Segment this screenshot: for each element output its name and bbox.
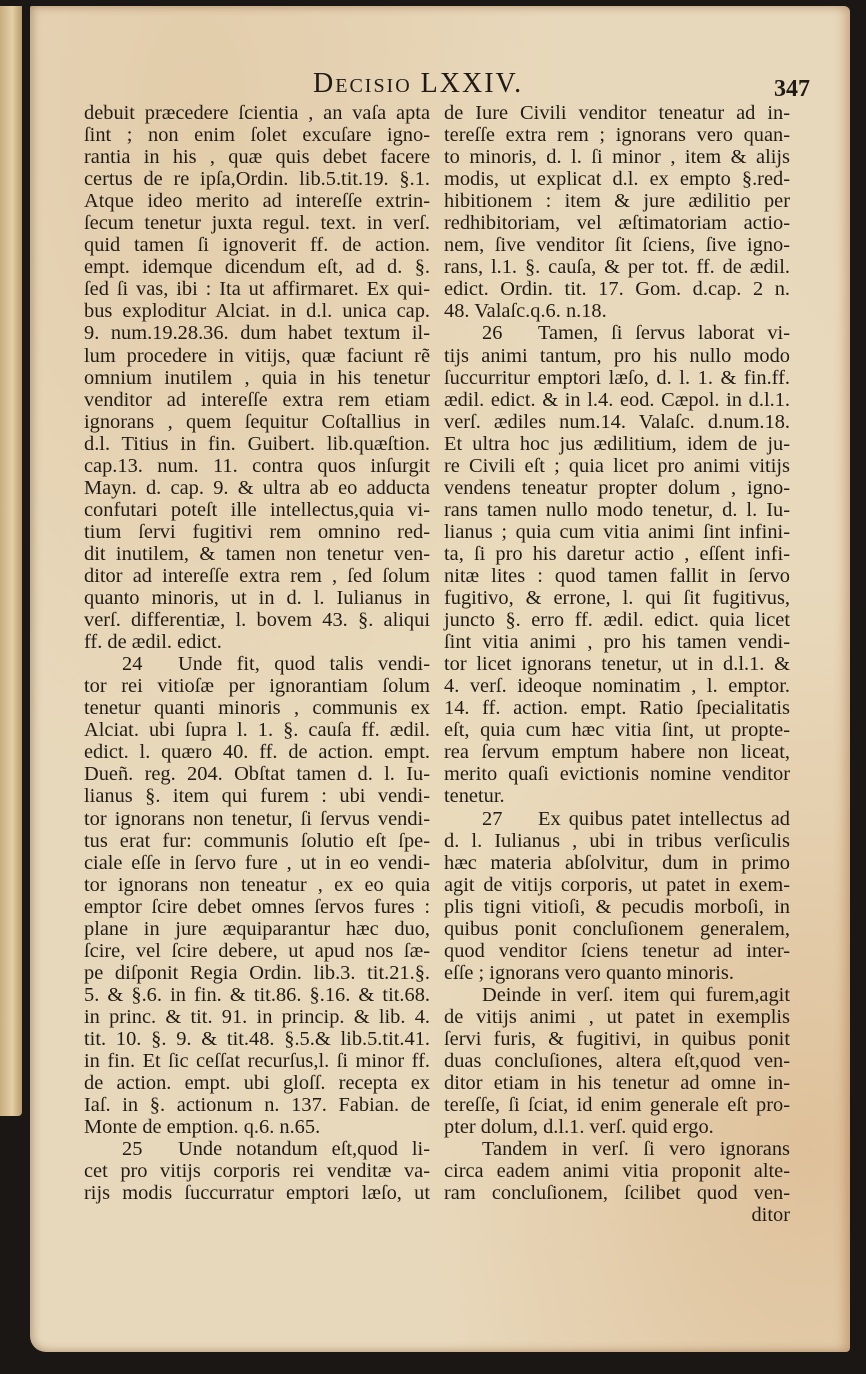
text-line [444, 234, 790, 256]
text-line [444, 146, 790, 168]
line-text: rans tamen nullo modo tenetur, d. l. Iu- [444, 498, 790, 521]
line-text: hæc materia abſolvitur, dum in primo [444, 851, 790, 874]
text-line [444, 719, 790, 741]
line-text: 14. ff. action. empt. Ratio ſpecialitatis [444, 697, 790, 720]
text-line [444, 1006, 790, 1028]
text-line [84, 852, 430, 874]
line-text: vendens teneatur propter dolum , igno- [444, 476, 790, 499]
line-text: tus erat fur: communis ſolutio eſt ſpe- [84, 829, 430, 852]
text-line [444, 984, 790, 1006]
line-text: cet pro vitijs corporis rei venditæ va- [84, 1160, 430, 1183]
line-text: ſint vitia animi , pro his tamen vendi- [444, 631, 790, 654]
text-line [444, 168, 790, 190]
text-line [84, 499, 430, 521]
text-line [444, 741, 790, 763]
line-text: lum procedere in vitijs, quæ faciunt rẽ [84, 344, 430, 367]
text-line [444, 763, 790, 785]
line-text: quod venditor ſciens tenetur ad inter- [444, 939, 790, 962]
line-text: venditor ad intereſſe extra rem etiam [84, 388, 430, 411]
line-text: empt. idemque dicendum eſt, ad d. §. [84, 256, 430, 279]
text-line [84, 874, 430, 896]
line-text: edict. l. quæro 40. ff. de action. empt. [84, 741, 430, 764]
text-line [444, 367, 790, 389]
text-line [84, 234, 430, 256]
line-text: Unde notandum eſt,quod li- [178, 1138, 430, 1161]
text-line [84, 675, 430, 697]
line-text: in fin. Et ſic ceſſat recurſus,l. ſi minor ff. [84, 1050, 430, 1073]
line-text: d. l. Iulianus , ubi in tribus verſiculis [444, 829, 790, 852]
text-line [444, 1160, 790, 1182]
line-text: eſt, quia cum hæc vitia ſint, ut propte- [444, 719, 790, 742]
line-text: pe diſponit Regia Ordin. lib.3. tit.21.§. [84, 961, 430, 984]
line-text: 4. verſ. ideoque nominatim , l. emptor. [444, 675, 790, 698]
line-text: debuit præcedere ſcientia , an vaſa apta [84, 102, 430, 124]
text-line [444, 874, 790, 896]
right-column [444, 102, 790, 1226]
line-text: tenetur quanti minoris , communis ex [84, 697, 430, 720]
text-line [84, 1028, 430, 1050]
line-text: tor ignorans non tenetur, ſi ſervus vendi- [84, 807, 430, 830]
line-text: tereſſe extra rem ; ignorans vero quan- [444, 124, 790, 147]
text-line [444, 565, 790, 587]
text-line [444, 300, 790, 322]
text-line [444, 808, 790, 830]
text-line [84, 322, 430, 344]
text-line [444, 256, 790, 278]
line-text: tium ſervi fugitivi rem omnino red- [84, 520, 430, 543]
line-text: cap.13. num. 11. contra quos inſurgit [84, 454, 430, 477]
line-text: ta, ſi pro his daretur actio , eſſent infi- [444, 542, 790, 565]
line-text: circa eadem animi vitia proponit alte- [444, 1160, 790, 1183]
text-line [444, 785, 790, 807]
line-text: ram concluſionem, ſcilibet quod ven- [444, 1182, 790, 1205]
text-line [84, 345, 430, 367]
line-text: to minoris, d. l. ſi minor , item & alijs [444, 146, 790, 169]
text-line [444, 499, 790, 521]
line-text: rans, l.1. §. cauſa, & per tot. ff. de ædil. [444, 256, 790, 279]
paragraph-number: 26 [482, 322, 503, 345]
book-page [30, 6, 850, 1352]
line-text: Atque ideo merito ad intereſſe extrin- [84, 190, 430, 213]
text-line [444, 411, 790, 433]
text-line [444, 697, 790, 719]
text-line [84, 1006, 430, 1028]
text-line [444, 389, 790, 411]
line-text: Iaſ. in §. actionum n. 137. Fabian. de [84, 1094, 430, 1117]
line-text: merito quaſi evictionis nomine venditor [444, 763, 790, 786]
line-text: redhibitoriam, vel æſtimatoriam actio- [444, 212, 790, 235]
line-text: plis tigni vitioſi, & pecudis morboſi, in [444, 895, 790, 918]
text-line [84, 808, 430, 830]
text-line [444, 455, 790, 477]
line-text: ff. de ædil. edict. [84, 631, 222, 654]
text-line [444, 918, 790, 940]
line-text: verſ. ædiles num.14. Valaſc. d.num.18. [444, 410, 790, 433]
text-line [84, 1094, 430, 1116]
line-text: dit inutilem, & tamen non tenetur ven- [84, 542, 430, 565]
line-text: tereſſe, ſi ſciat, id enim generale eſt pro- [444, 1094, 790, 1117]
text-line [444, 1094, 790, 1116]
line-text: pter dolum, d.l.1. verſ. quid ergo. [444, 1116, 714, 1139]
line-text: re Civili eſt ; quia licet pro animi vitijs [444, 454, 790, 477]
previous-page-edge [0, 6, 22, 1116]
line-text: Mayn. d. cap. 9. & ultra ab eo adducta [84, 476, 430, 499]
text-line [84, 256, 430, 278]
line-text: edict. Ordin. tit. 17. Gom. d.cap. 2 n. [444, 278, 790, 301]
text-line [84, 984, 430, 1006]
text-line [84, 433, 430, 455]
line-text: lianus §. item qui furem : ubi vendi- [84, 785, 430, 808]
line-text: 9. num.19.28.36. dum habet textum il- [84, 322, 430, 345]
text-line [444, 102, 790, 124]
text-line [444, 675, 790, 697]
text-line [84, 830, 430, 852]
text-line [84, 1182, 430, 1204]
text-line [84, 587, 430, 609]
text-line [84, 1138, 430, 1160]
text-line [444, 631, 790, 653]
line-text: quid tamen ſi ignoverit ff. de action. [84, 234, 430, 257]
line-text: emptor ſcire debet omnes ſervos fures : [84, 895, 430, 918]
line-text: ſcire, vel ſcire debere, ut apud nos ſæ- [84, 939, 430, 962]
line-text: in princ. & tit. 91. in princip. & lib. 4. [84, 1005, 430, 1028]
paragraph-number: 27 [482, 807, 503, 830]
line-text: 48. Valaſc.q.6. n.18. [444, 300, 607, 323]
running-head [30, 68, 850, 102]
text-line [444, 587, 790, 609]
line-text: omnium inutilem , quia in his tenetur [84, 366, 430, 389]
line-text: d.l. Titius in fin. Guibert. lib.quæſtion. [84, 432, 430, 455]
line-text: tijs animi tantum, pro his nullo modo [444, 344, 790, 367]
line-text: ciale eſſe in ſervo fure , ut in eo vendi- [84, 851, 430, 874]
text-line [84, 411, 430, 433]
text-line [84, 389, 430, 411]
line-text: Et ultra hoc jus ædilitium, idem de ju- [444, 432, 790, 455]
text-line [444, 830, 790, 852]
line-text: ignorans , quem ſequitur Coſtallius in [84, 410, 430, 433]
line-text: confutari poteſt ille intellectus,quia vi- [84, 498, 430, 521]
text-line [84, 367, 430, 389]
line-text: rantia in his , quæ quis debet facere [84, 146, 430, 169]
text-line [444, 521, 790, 543]
text-line [84, 1072, 430, 1094]
text-line [84, 631, 430, 653]
text-line [84, 168, 430, 190]
line-text: hibitionem : item & jure ædilitio per [444, 190, 790, 213]
text-line [84, 212, 430, 234]
left-column [84, 102, 430, 1204]
text-line [444, 1138, 790, 1160]
text-line [84, 565, 430, 587]
running-head-title: Decisio LXXIV. [313, 68, 524, 99]
line-text: agit de vitijs corporis, ut patet in exem- [444, 873, 790, 896]
text-line [84, 300, 430, 322]
line-text: ditor etiam in his tenetur ad omne in- [444, 1072, 790, 1095]
text-line [444, 940, 790, 962]
line-text: 5. & §.6. in fin. & tit.86. §.16. & tit.68. [84, 983, 430, 1006]
text-line [444, 896, 790, 918]
text-line [84, 543, 430, 565]
line-text: Tandem in verſ. ſi vero ignorans [482, 1138, 790, 1161]
line-text: de action. empt. ubi gloſſ. recepta ex [84, 1072, 430, 1095]
line-text: fugitivo, & errone, l. qui ſit fugitivus, [444, 587, 790, 610]
text-line [444, 609, 790, 631]
text-line [444, 433, 790, 455]
line-text: Unde fit, quod talis vendi- [178, 653, 430, 676]
text-line [84, 763, 430, 785]
line-text: Alciat. ubi ſupra l. 1. §. cauſa ff. ædil. [84, 719, 430, 742]
line-text: ædil. edict. & in l.4. eod. Cæpol. in d.l.1. [444, 388, 790, 411]
text-line [84, 609, 430, 631]
text-line [84, 719, 430, 741]
line-text: lianus ; quia cum vitia animi ſint infini- [444, 520, 790, 543]
text-line [444, 124, 790, 146]
line-text: tor licet ignorans tenetur, ut in d.l.1. & [444, 653, 790, 676]
text-line [84, 278, 430, 300]
text-line [84, 1160, 430, 1182]
line-text: ſed ſi vas, ibi : Ita ut affirmaret. Ex qui- [84, 278, 430, 301]
text-line [444, 1072, 790, 1094]
line-text: plane in jure æquiparantur hæc duo, [84, 917, 430, 940]
line-text: ſecum tenetur juxta regul. text. in verſ. [84, 212, 430, 235]
line-text: Monte de emption. q.6. n.65. [84, 1116, 321, 1139]
line-text: de vitijs animi , ut patet in exemplis [444, 1005, 790, 1028]
text-line [444, 653, 790, 675]
line-text: ſuccurritur emptori læſo, d. l. 1. & fin.ff. [444, 366, 790, 389]
line-text: ditor ad intereſſe extra rem , ſed ſolum [84, 564, 430, 587]
line-text: certus de re ipſa,Ordin. lib.5.tit.19. §.1. [84, 168, 430, 191]
line-text: quibus ponit concluſionem generalem, [444, 917, 790, 940]
line-text: tit. 10. §. 9. & tit.48. §.5.& lib.5.tit.41. [84, 1027, 430, 1050]
text-line [444, 212, 790, 234]
text-line [84, 741, 430, 763]
text-line [84, 697, 430, 719]
line-text: modis, ut explicat d.l. ex empto §.red- [444, 168, 790, 191]
text-line [84, 190, 430, 212]
line-text: Dueñ. reg. 204. Obſtat tamen d. l. Iu- [84, 763, 430, 786]
text-line [84, 521, 430, 543]
line-text: nem, ſive venditor ſit ſciens, ſive igno- [444, 234, 790, 257]
line-text: tor rei vitioſæ per ignorantiam ſolum [84, 675, 430, 698]
line-text: duas concluſiones, altera eſt,quod ven- [444, 1050, 790, 1073]
text-line [444, 190, 790, 212]
text-line [444, 322, 790, 344]
text-line [84, 102, 430, 124]
line-text: ſervi furis, & fugitivi, in quibus ponit [444, 1027, 790, 1050]
text-line [84, 477, 430, 499]
line-text: verſ. differentiæ, l. bovem 43. §. aliqui [84, 609, 430, 632]
text-line [444, 1050, 790, 1072]
catchword: ditor [751, 1204, 790, 1227]
text-line [84, 1116, 430, 1138]
line-text: ſint ; non enim ſolet excuſare igno- [84, 124, 430, 147]
line-text: Tamen, ſi ſervus laborat vi- [538, 322, 790, 345]
line-text: tenetur. [444, 785, 505, 808]
text-line [84, 962, 430, 984]
text-line [84, 896, 430, 918]
text-line [444, 543, 790, 565]
line-text: rijs modis ſuccurratur emptori læſo, ut [84, 1182, 430, 1205]
text-line [444, 962, 790, 984]
text-line [84, 124, 430, 146]
line-text: rea ſervum emptum habere non liceat, [444, 741, 790, 764]
text-line [444, 477, 790, 499]
text-line [84, 455, 430, 477]
line-text: quanto minoris, ut in d. l. Iulianus in [84, 587, 430, 610]
paragraph-number: 24 [122, 653, 143, 676]
text-line [84, 653, 430, 675]
line-text: tor ignorans non teneatur , ex eo quia [84, 873, 430, 896]
line-text: Ex quibus patet intellectus ad [538, 807, 790, 830]
text-line [444, 1028, 790, 1050]
line-text: nitæ lites : quod tamen fallit in ſervo [444, 564, 790, 587]
paragraph-number: 25 [122, 1138, 143, 1161]
text-line [444, 852, 790, 874]
text-line [84, 146, 430, 168]
page-number: 347 [774, 76, 810, 102]
line-text: bus exploditur Alciat. in d.l. unica cap. [84, 300, 430, 323]
text-line [444, 1182, 790, 1204]
text-line [84, 918, 430, 940]
line-text: eſſe ; ignorans vero quanto minoris. [444, 961, 734, 984]
text-line [444, 345, 790, 367]
line-text: juncto §. erro ff. ædil. edict. quia licet [444, 609, 790, 632]
line-text: de Iure Civili venditor teneatur ad in- [444, 102, 790, 124]
line-text: Deinde in verſ. item qui furem,agit [482, 983, 790, 1006]
text-line [444, 1116, 790, 1138]
text-line [444, 278, 790, 300]
text-line [84, 785, 430, 807]
text-line [84, 1050, 430, 1072]
text-line [84, 940, 430, 962]
